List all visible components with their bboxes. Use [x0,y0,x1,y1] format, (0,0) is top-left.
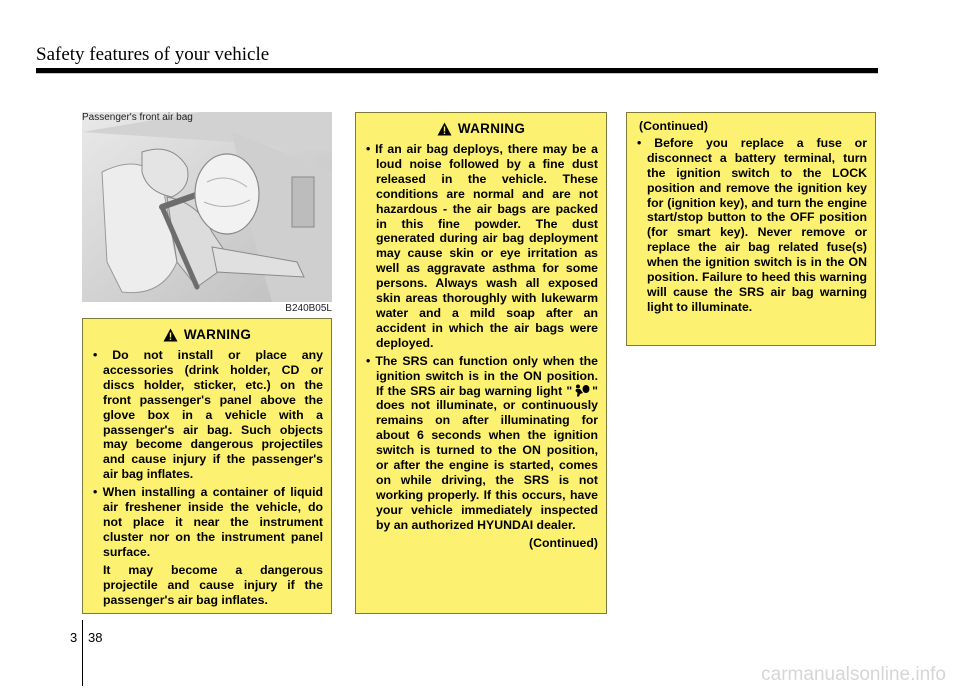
warning-bullet: • The SRS can function only when the ignition switch is in the ON position. If the SRS air bag warning light " " does not illuminate, or continuously remains on after illuminating for about 6 seconds when the ignition switch is turned to the ON position, or after the engine is started, comes on while driving, the SRS is not working properly. If this occurs, have your vehicle immediately inspected by an authorized HYUNDAI dealer. [366,353,598,532]
warning-bullet: • Before you replace a fuse or disconnect a battery terminal, turn the ignition switch to the LOCK position and remove the ignition key for (ignition key), and turn the engine start/stop button to the OFF position (for smart key). Never remove or replace the air bag related fuse(s) when the ignition switch is in the ON position. Failure to heed this warning will cause the SRS air bag warning light to illuminate. [637,135,867,314]
srs-airbag-warning-light-icon [572,384,592,397]
warning-triangle-icon [437,122,452,136]
header-rule-shadow [36,73,878,74]
warning-box-accessories [82,318,332,614]
section-number: 3 [70,630,78,645]
warning-bullet: • If an air bag deploys, there may be a loud noise followed by a fine dust released in the vehicle. These conditions are normal and are not hazardous - the air bags are packed in this fine powder. The dust generated during air bag deployment may cause skin or eye irritation as well as aggravate asthma for some persons. Always wash all exposed skin areas thoroughly with lukewarm water and a mild soap after an accident in which the air bags were deployed. [366,142,598,350]
warning-paragraph: It may become a dangerous projectile and cause injury if the passenger's air bag inflates. [103,562,323,607]
airbag-figure [82,112,332,314]
warning-heading [91,327,323,342]
warning-heading [364,121,598,136]
figure-code: B240B05L [285,303,332,314]
warning-bullet: • When installing a container of liquid air freshener inside the vehicle, do not place it near the instrument cluster nor on the instrument panel surface. [93,485,323,559]
page-header-title: Safety features of your vehicle [36,44,270,65]
continued-label: (Continued) [529,535,598,550]
watermark: carmanualsonline.info [761,664,946,685]
continued-label: (Continued) [639,119,708,133]
warning-box-fuse [626,112,876,346]
footer-divider [82,620,83,686]
warning-box-deployment [355,112,607,614]
passenger-airbag-illustration [82,112,332,302]
figure-caption: Passenger's front air bag [82,112,193,123]
warning-triangle-icon [163,328,178,342]
warning-title: WARNING [457,121,526,136]
warning-title: WARNING [183,327,252,342]
page-number: 38 [88,630,103,645]
warning-bullet: • Do not install or place any accessories (drink holder, CD or discs holder, sticker, etc.) on the front passenger's panel above the glove box in a vehicle with a passenger's air bag. Such objects may become dangerous projectiles and cause injury if the passenger's air bag inflates. [93,348,323,482]
